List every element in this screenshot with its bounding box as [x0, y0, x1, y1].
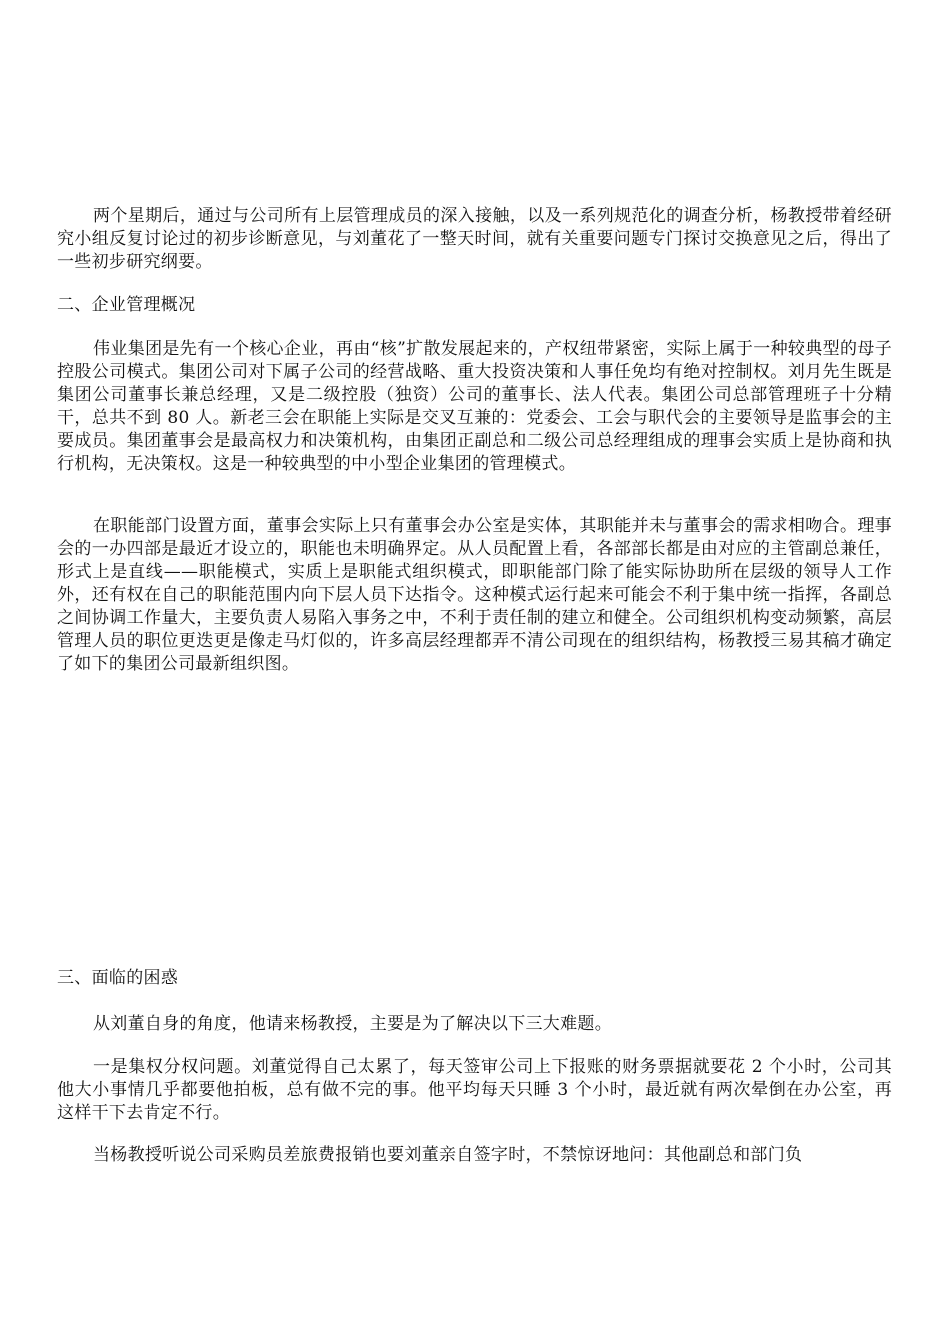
paragraph-three-problems: 从刘董自身的角度，他请来杨教授，主要是为了解决以下三大难题。: [93, 1014, 612, 1034]
paragraph-reimbursement: 当杨教授听说公司采购员差旅费报销也要刘董亲自签字时，不禁惊讶地问：其他副总和部门负: [93, 1145, 803, 1165]
paragraph-group-overview: 伟业集团是先有一个核心企业，再由“核”扩散发展起来的，产权纽带紧密，实际上属于一种较典型的母子控股公司模式。集团公司对下属子公司的经营战略、重大投资决策和人事任免均有绝对控制权。刘月先生既是集团公司董事长兼总经理，又是二级控股（独资）公司的董事长、法人代表。集团公司总部管理班子十分精干，总共不到 80 人。新老三会在职能上实际是交叉互兼的：党委会、工会与职代会的主要领导是监事会的主要成员。集团董事会是最高权力和决策机构，由集团正副总和二级公司总经理组成的理事会实质上是协商和执行机构，无决策权。这是一种较典型的中小型企业集团的管理模式。: [57, 339, 892, 474]
paragraph-functional-departments: 在职能部门设置方面，董事会实际上只有董事会办公室是实体，其职能并未与董事会的需求相吻合。理事会的一办四部是最近才设立的，职能也未明确界定。从人员配置上看，各部部长都是由对应的主管副总兼任，形式上是直线——职能模式，实质上是职能式组织模式，即职能部门除了能实际协助所在层级的领导人工作外，还有权在自己的职能范围内向下层人员下达指令。这种模式运行起来可能会不利于集中统一指挥，各副总之间协调工作量大，主要负责人易陷入事务之中，不利于责任制的建立和健全。公司组织机构变动频繁，高层管理人员的职位更迭更是像走马灯似的，许多高层经理都弄不清公司现在的组织结构，杨教授三易其稿才确定了如下的集团公司最新组织图。: [57, 516, 892, 674]
section-heading-challenges: 三、面临的困惑: [57, 968, 179, 988]
paragraph-intro: 两个星期后，通过与公司所有上层管理成员的深入接触，以及一系列规范化的调查分析，杨教授带着经研究小组反复讨论过的初步诊断意见，与刘董花了一整天时间，就有关重要问题专门探讨交换意见之后，得出了一些初步研究纲要。: [57, 206, 892, 272]
section-heading-management-overview: 二、企业管理概况: [57, 295, 196, 315]
paragraph-centralization: 一是集权分权问题。刘董觉得自己太累了，每天签审公司上下报账的财务票据就要花 2 个小时，公司其他大小事情几乎都要他拍板，总有做不完的事。他平均每天只睡 3 个小时，最近就有两次晕倒在办公室，再这样干下去肯定不行。: [57, 1057, 892, 1123]
